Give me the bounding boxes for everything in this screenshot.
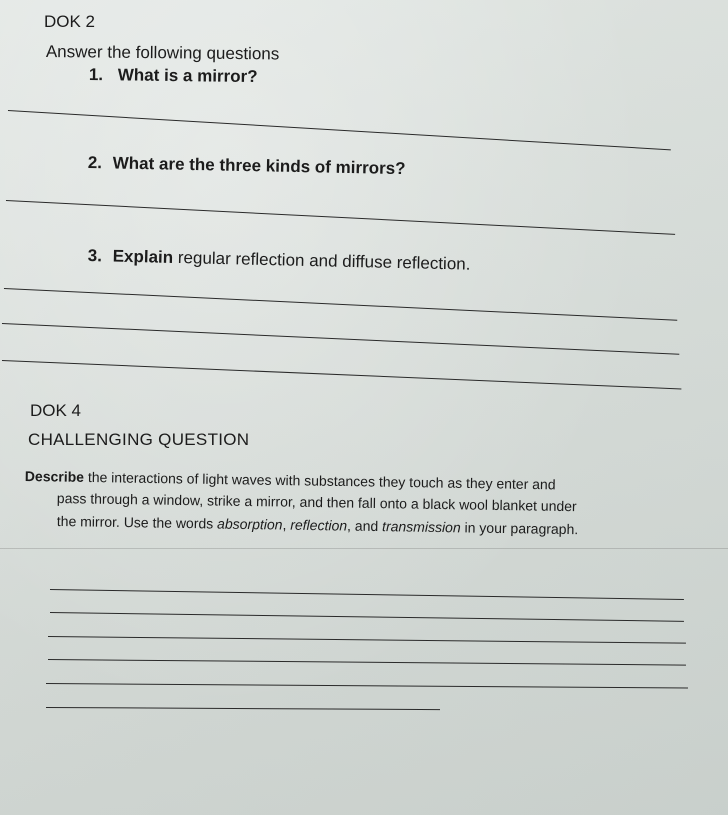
challenge-comma: , — [282, 516, 287, 533]
question-1-text: What is a mirror? — [117, 65, 258, 87]
question-3-text: regular reflection and diffuse reflection. — [177, 248, 471, 274]
paragraph-line-3 — [48, 636, 686, 644]
question-3-number: 3. — [87, 246, 103, 266]
answer-line-q3-2 — [2, 323, 679, 355]
question-1 — [89, 65, 258, 87]
word-absorption: absorption — [217, 515, 283, 533]
question-2-text: What are the three kinds of mirrors? — [112, 153, 406, 179]
paragraph-line-1 — [50, 589, 684, 600]
challenge-bold-word: Describe — [24, 468, 85, 485]
paragraph-line-2 — [50, 612, 684, 622]
dok4-heading: DOK 4 — [30, 401, 82, 420]
instructions-text: Answer the following questions — [45, 42, 280, 64]
question-1-number: 1. — [88, 65, 104, 85]
dok2-heading: DOK 2 — [44, 12, 96, 31]
paper-crease — [0, 548, 728, 549]
answer-line-q2 — [6, 200, 675, 235]
challenge-line-3 — [57, 513, 579, 537]
challenge-line-1 — [25, 468, 556, 492]
question-3-bold-word: Explain — [112, 246, 174, 267]
challenge-line-1-text: the interactions of light waves with substances they touch as they enter and — [87, 468, 556, 493]
question-2 — [88, 153, 406, 179]
challenge-line-2: pass through a window, strike a mirror, and then fall onto a black wool blanket under — [56, 490, 577, 515]
answer-line-q3-1 — [4, 288, 677, 321]
word-transmission: transmission — [382, 518, 461, 536]
question-3 — [88, 246, 471, 275]
paragraph-line-4 — [48, 659, 686, 666]
challenge-line-3-start: the mirror. Use the words — [56, 513, 214, 532]
answer-line-q1 — [8, 110, 671, 150]
word-reflection: reflection — [290, 516, 348, 534]
answer-line-q3-3 — [2, 360, 681, 389]
challenge-heading: CHALLENGING QUESTION — [28, 430, 250, 449]
challenge-line-3-end: in your paragraph. — [464, 519, 579, 538]
challenge-and: , and — [346, 517, 379, 535]
paragraph-line-6 — [46, 707, 440, 710]
paragraph-line-5 — [46, 683, 688, 688]
question-2-number: 2. — [87, 153, 103, 173]
